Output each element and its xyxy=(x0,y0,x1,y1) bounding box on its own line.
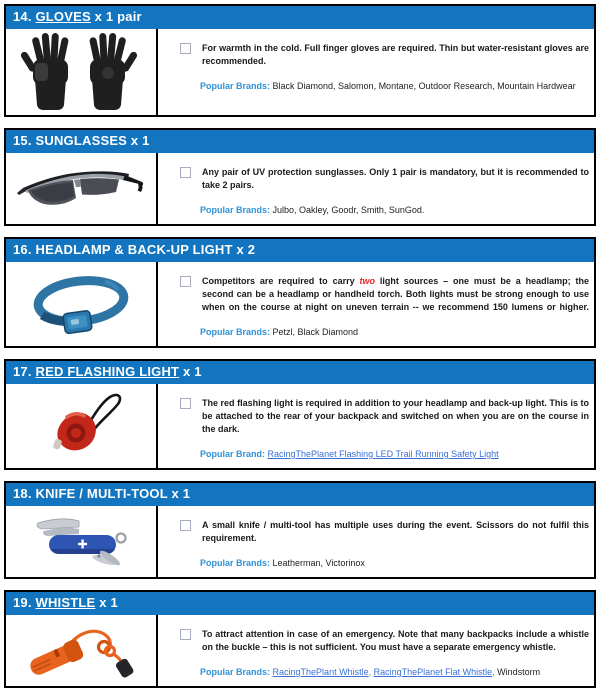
item-title: GLOVES xyxy=(35,9,91,24)
section-content xyxy=(158,384,594,468)
sunglasses-image xyxy=(6,153,158,224)
item-number: 15. xyxy=(13,133,36,148)
section-gloves xyxy=(4,4,596,117)
section-header-red-light xyxy=(6,361,594,384)
popular-brands-line xyxy=(200,448,589,460)
item-quantity: x 1 xyxy=(127,133,150,148)
brand-link[interactable]: RacingThePlanet Flat Whistle xyxy=(373,667,493,677)
brands-label: Popular Brand: xyxy=(200,449,266,459)
equipment-checkbox[interactable] xyxy=(180,398,191,409)
item-description: The red flashing light is required in addition to your headlamp and back-up light. This is to be attached to the rear of your backpack and switched on when you are on the course in the dark. xyxy=(202,398,589,434)
section-red-flashing-light xyxy=(4,359,596,470)
popular-brands-line: Popular Brands: RacingThePlant Whistle, RacingThePlanet Flat Whistle, Windstorm xyxy=(200,667,541,677)
section-body xyxy=(6,384,594,468)
knife-illustration xyxy=(21,513,141,571)
item-quantity: x 1 xyxy=(179,364,202,379)
item-quantity: x 1 pair xyxy=(90,9,142,24)
section-header-gloves xyxy=(6,6,594,29)
knife-image xyxy=(6,506,158,577)
whistle-image xyxy=(6,615,158,686)
item-title: KNIFE / MULTI-TOOL xyxy=(35,486,168,501)
gloves-image xyxy=(6,29,158,115)
brand-names: Petzl, Black Diamond xyxy=(270,327,359,337)
equipment-checkbox[interactable] xyxy=(180,629,191,640)
equipment-checkbox[interactable] xyxy=(180,520,191,531)
gloves-illustration xyxy=(18,31,144,113)
brand-names: Windstorm xyxy=(497,667,541,677)
brand-names: Leatherman, Victorinox xyxy=(270,558,365,568)
brands-label: Popular Brands: xyxy=(200,667,271,677)
item-number: 19. xyxy=(13,595,36,610)
brands-label: Popular Brands: xyxy=(200,205,271,215)
section-header-knife xyxy=(6,483,594,506)
section-header-headlamp xyxy=(6,239,594,262)
section-content xyxy=(158,153,594,224)
brand-link[interactable]: RacingThePlanet Flashing LED Trail Running Safety Light xyxy=(267,449,499,459)
item-number: 18. xyxy=(13,486,36,501)
item-quantity: x 2 xyxy=(232,242,256,257)
brands-label: Popular Brands: xyxy=(200,558,271,568)
headlamp-image xyxy=(6,262,158,346)
item-quantity: x 1 xyxy=(167,486,191,501)
item-title: HEADLAMP & BACK-UP LIGHT xyxy=(35,242,233,257)
item-title: RED FLASHING LIGHT xyxy=(35,364,180,379)
section-body xyxy=(6,262,594,346)
section-headlamp xyxy=(4,237,596,348)
section-body xyxy=(6,153,594,224)
brand-names: Julbo, Oakley, Goodr, Smith, SunGod. xyxy=(270,205,425,215)
equipment-checkbox[interactable] xyxy=(180,43,191,54)
item-description: To attract attention in case of an emergency. Note that many backpacks include a whistle on the buckle – this is not sufficient. You must have a separate emergency whistle. xyxy=(202,629,589,652)
section-content xyxy=(158,262,594,346)
whistle-illustration xyxy=(18,622,144,680)
item-description: A small knife / multi-tool has multiple uses during the event. Scissors do not fulfil this requirement. xyxy=(202,520,589,543)
brands-label: Popular Brands: xyxy=(200,327,271,337)
section-body xyxy=(6,615,594,686)
item-quantity: x 1 xyxy=(95,595,118,610)
popular-brands-line xyxy=(200,326,589,338)
section-knife-multitool xyxy=(4,481,596,579)
red-light-illustration xyxy=(26,389,136,463)
headlamp-illustration xyxy=(21,267,141,341)
popular-brands-line xyxy=(200,204,589,216)
red-emphasis: two xyxy=(359,276,375,286)
popular-brands-line xyxy=(200,557,589,569)
item-number: 17. xyxy=(13,364,36,379)
red-light-image xyxy=(6,384,158,468)
section-content xyxy=(158,615,594,686)
item-title: SUNGLASSES xyxy=(35,133,128,148)
item-number: 16. xyxy=(13,242,36,257)
section-body xyxy=(6,29,594,115)
item-description: For warmth in the cold. Full finger gloves are required. Thin but water-resistant gloves are recommended. xyxy=(202,43,589,66)
section-body xyxy=(6,506,594,577)
item-title: WHISTLE xyxy=(35,595,96,610)
equipment-checkbox[interactable] xyxy=(180,167,191,178)
brand-names: Black Diamond, Salomon, Montane, Outdoor Research, Mountain Hardwear xyxy=(270,81,576,91)
section-content xyxy=(158,29,594,115)
equipment-checkbox[interactable] xyxy=(180,276,191,287)
item-description: Any pair of UV protection sunglasses. Only 1 pair is mandatory, but it is recommended to take 2 pairs. xyxy=(202,167,589,190)
popular-brands-line xyxy=(200,80,589,92)
item-description: Competitors are required to carry two light sources – one must be a headlamp; the second can be a headlamp or handheld torch. Both lights must be strong enough to use when on the course at night on uneven terrain -- we recommend 150 lumens or higher. xyxy=(202,276,590,312)
section-header-whistle xyxy=(6,592,594,615)
section-header-sunglasses xyxy=(6,130,594,153)
item-number: 14. xyxy=(13,9,36,24)
section-content xyxy=(158,506,594,577)
brands-label: Popular Brands: xyxy=(200,81,271,91)
sunglasses-illustration xyxy=(15,161,147,217)
brand-link[interactable]: RacingThePlant Whistle xyxy=(272,667,369,677)
section-sunglasses xyxy=(4,128,596,226)
section-whistle xyxy=(4,590,596,688)
